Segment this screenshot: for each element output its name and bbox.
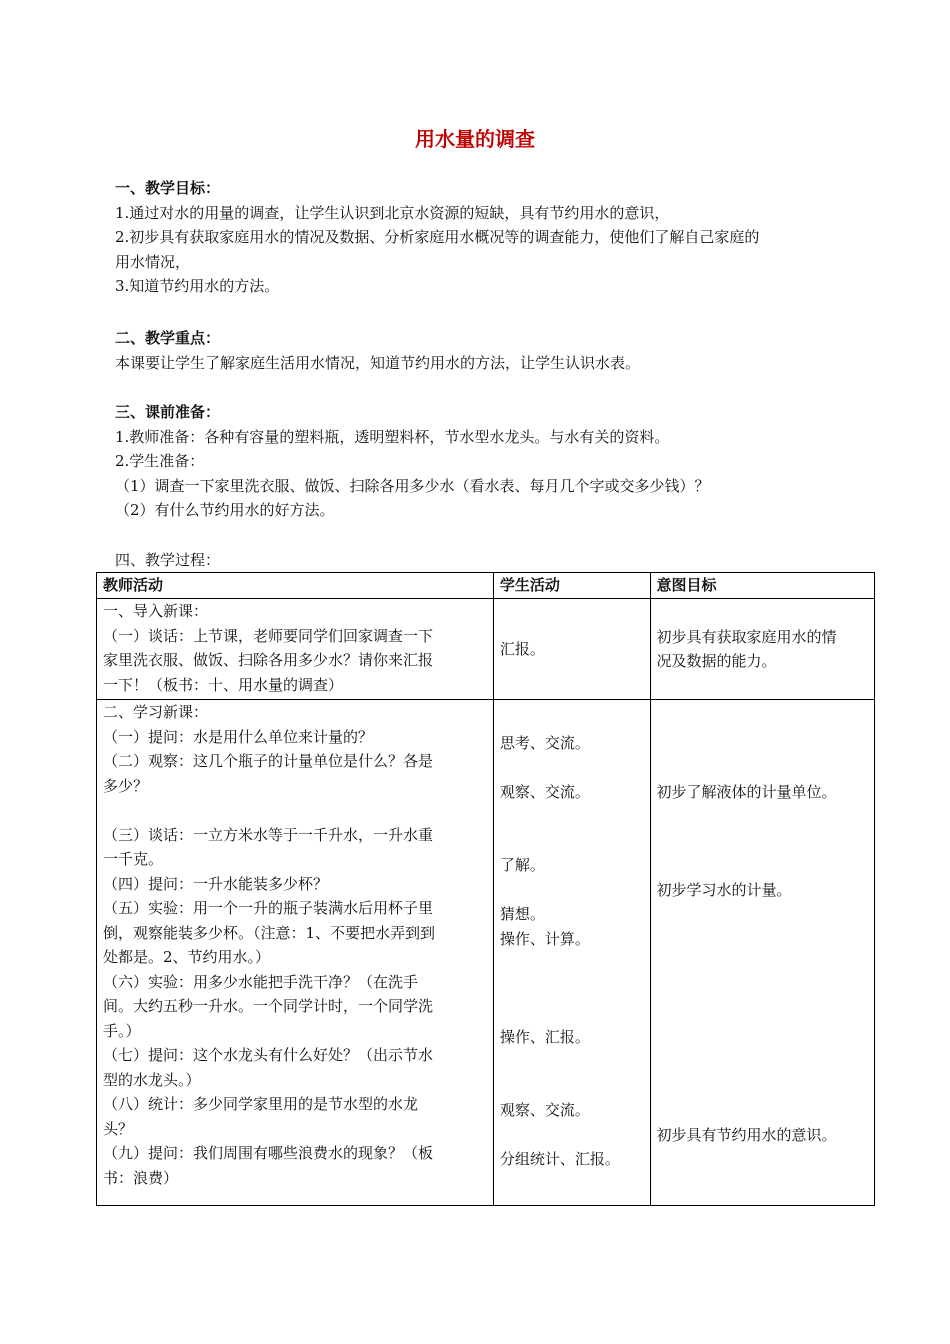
section-key-points xyxy=(115,326,855,375)
text-line: 1.通过对水的用量的调查，让学生认识到北京水资源的短缺，具有节约用水的意识， xyxy=(115,203,670,222)
text-line: （九）提问：我们周围有哪些浪费水的现象？（板 xyxy=(103,1144,434,1162)
text-line: （五）实验：用一个一升的瓶子装满水后用杯子里 xyxy=(103,899,434,917)
table-row xyxy=(97,599,875,700)
section-heading: 三、课前准备： xyxy=(115,403,221,421)
teacher-cell xyxy=(97,599,494,700)
student-cell xyxy=(493,599,650,700)
text-line: 3.知道节约用水的方法。 xyxy=(115,277,280,295)
text-line: 初步学习水的计量。 xyxy=(656,880,792,899)
student-cell xyxy=(493,700,650,1206)
header-goal: 意图目标 xyxy=(650,573,874,599)
text-line: 分组统计、汇报。 xyxy=(499,1150,620,1168)
text-line: 倒，观察能装多少杯。（注意：1、不要把水弄到到 xyxy=(103,923,436,942)
text-line: 型的水龙头。） xyxy=(103,1070,201,1089)
text-line: 一千克。 xyxy=(103,850,164,868)
teaching-process-table xyxy=(96,572,875,1206)
text-line: （八）统计：多少同学家里用的是节水型的水龙 xyxy=(103,1095,419,1113)
text-line: 2.学生准备： xyxy=(115,452,205,470)
header-student: 学生活动 xyxy=(493,573,650,599)
section-objectives xyxy=(115,176,855,299)
page-title: 用水量的调查 xyxy=(415,127,535,151)
text-line: 操作、汇报。 xyxy=(499,1027,590,1046)
text-line: 思考、交流。 xyxy=(499,733,590,752)
text-line: 初步具有获取家庭用水的情 xyxy=(656,627,837,646)
text-line: 况及数据的能力。 xyxy=(656,652,777,670)
text-line: 猜想。 xyxy=(499,905,545,923)
text-line: 处都是。2、节约用水。） xyxy=(103,948,271,966)
goal-cell xyxy=(650,700,874,1206)
text-line: 操作、计算。 xyxy=(499,929,590,948)
text-line xyxy=(103,798,487,823)
text-line: （三）谈话：一立方米水等于一千升水，一升水重 xyxy=(103,825,434,844)
text-line: 一下！（板书：十、用水量的调查） xyxy=(103,675,344,694)
text-line: （一）谈话：上节课，老师要同学们回家调查一下 xyxy=(103,626,434,645)
text-line: 间。大约五秒一升水。一个同学计时，一个同学洗 xyxy=(103,997,434,1015)
text-line: （七）提问：这个水龙头有什么好处？（出示节水 xyxy=(103,1046,434,1064)
teacher-lines xyxy=(103,700,487,1190)
text-line: 家里洗衣服、做饭、扫除各用多少水？请你来汇报 xyxy=(103,651,434,669)
text-line: 用水情况， xyxy=(115,252,191,271)
goal-cell xyxy=(650,599,874,700)
text-line: 初步具有节约用水的意识。 xyxy=(656,1125,837,1144)
text-line: （六）实验：用多少水能把手洗干净？（在洗手 xyxy=(103,972,419,991)
text-line: 二、学习新课： xyxy=(103,703,209,721)
text-line: 多少？ xyxy=(103,776,149,795)
header-teacher: 教师活动 xyxy=(97,573,494,599)
text-line: 本课要让学生了解家庭生活用水情况，知道节约用水的方法，让学生认识水表。 xyxy=(115,353,641,372)
table-header-row xyxy=(97,573,875,599)
text-line: 头？ xyxy=(103,1119,134,1138)
table-row xyxy=(97,700,875,1206)
text-line: 2.初步具有获取家庭用水的情况及数据、分析家庭用水概况等的调查能力，使他们了解自己家庭的 xyxy=(115,228,760,246)
text-line: （一）提问：水是用什么单位来计量的？ xyxy=(103,727,374,746)
text-line: 手。） xyxy=(103,1021,141,1040)
section-heading: 二、教学重点： xyxy=(115,329,221,347)
text-line: 了解。 xyxy=(499,856,545,874)
text-line: （二）观察：这几个瓶子的计量单位是什么？各是 xyxy=(103,752,434,770)
section-process-heading: 四、教学过程： xyxy=(115,551,221,569)
teacher-cell xyxy=(97,700,494,1206)
text-line: 1.教师准备：各种有容量的塑料瓶，透明塑料杯，节水型水龙头。与水有关的资料。 xyxy=(115,427,670,446)
goal-lines xyxy=(657,700,868,1190)
text-line: （四）提问：一升水能装多少杯？ xyxy=(103,874,329,893)
text-line: （1）调查一下家里洗衣服、做饭、扫除各用多少水（看水表、每月几个字或交多少钱）？ xyxy=(115,476,710,495)
text-line: 观察、交流。 xyxy=(499,1101,590,1119)
text-line: 初步了解液体的计量单位。 xyxy=(656,782,837,801)
section-preparation xyxy=(115,400,855,523)
text-line: 书：浪费） xyxy=(103,1168,179,1187)
text-line: （2）有什么节约用水的好方法。 xyxy=(115,501,335,519)
text-line: 一、导入新课： xyxy=(103,602,209,620)
student-lines xyxy=(500,700,644,1190)
text-line: 观察、交流。 xyxy=(499,782,590,801)
section-heading: 一、教学目标： xyxy=(115,179,221,197)
text-line: 汇报。 xyxy=(499,639,545,658)
